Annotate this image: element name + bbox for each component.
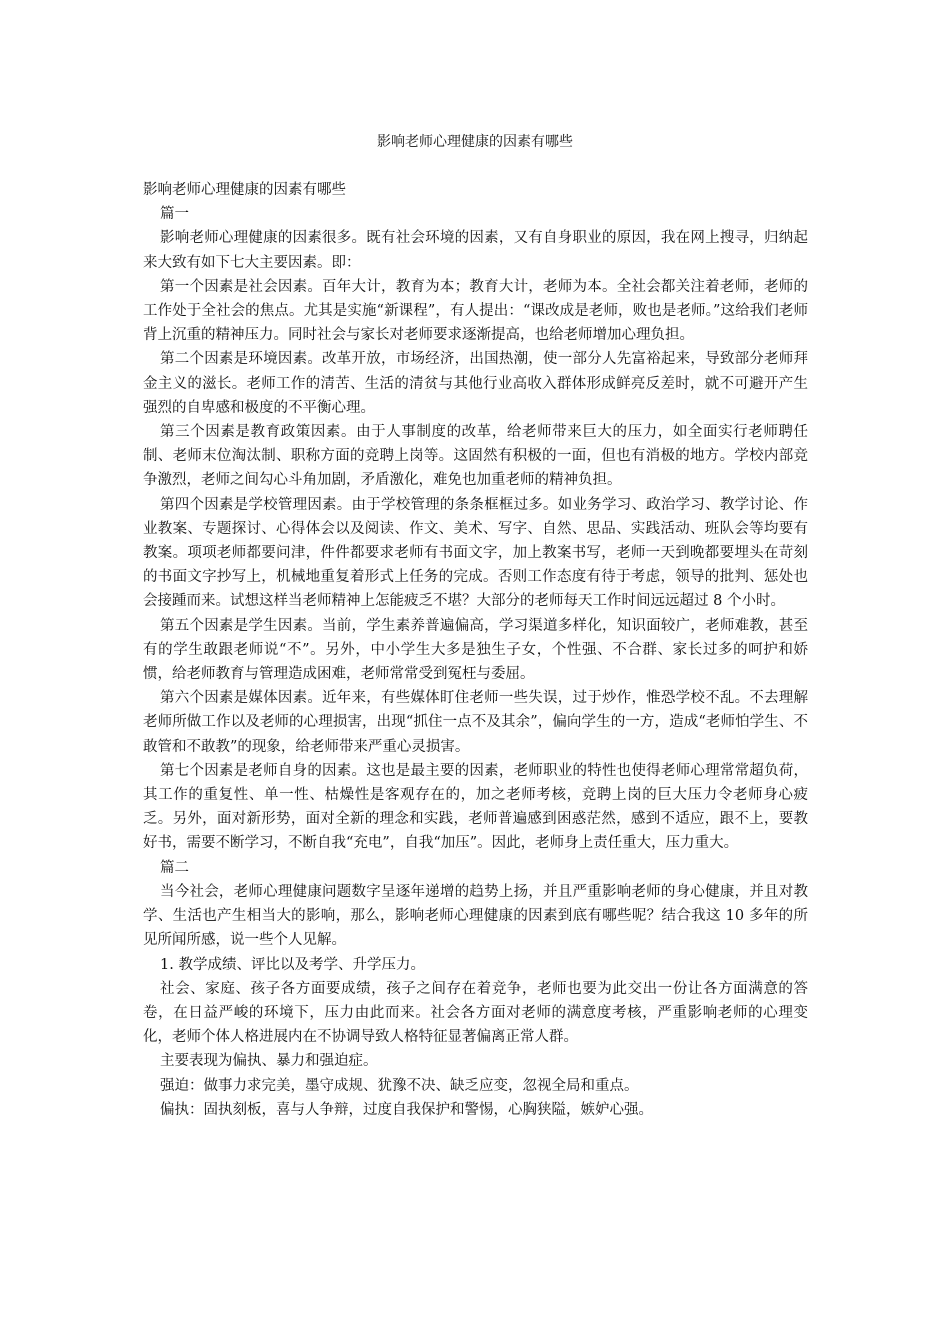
paragraph: 篇一: [160, 206, 189, 223]
paragraph: 第四个因素是学校管理因素。由于学校管理的条条框框过多。如业务学习、政治学习、教学讨论、作业教案、专题探讨、心得体会以及阅读、作文、美术、写字、自然、思品、实践活动、班队会等均要有教案。项项老师都要问津，件件都要求老师有书面文字，加上教案书写，老师一天到晚都要埋头在苛刻的书面文字抄写上，机械地重复着形式上任务的完成。否则工作态度有待于考虑，领导的批判、惩处也会接踵而来。试想这样当老师精神上怎能疲乏不堪？大部分的老师每天工作时间远远超过 8 个小时。: [143, 496, 808, 610]
paragraph: 第三个因素是教育政策因素。由于人事制度的改革，给老师带来巨大的压力，如全面实行老师聘任制、老师末位淘汰制、职称方面的竞聘上岗等。这固然有积极的一面，但也有消极的地方。学校内部竞争激烈，老师之间勾心斗角加剧，矛盾激化，难免也加重老师的精神负担。: [143, 424, 808, 489]
paragraph: 1. 教学成绩、评比以及考学、升学压力。: [160, 956, 425, 973]
document-body: [143, 178, 808, 1122]
paragraph: 第七个因素是老师自身的因素。这也是最主要的因素，老师职业的特性也使得老师心理常常超负荷，其工作的重复性、单一性、枯燥性是客观存在的，加之老师考核，竞聘上岗的巨大压力令老师身心疲乏。另外，面对新形势，面对全新的理念和实践，老师普遍感到困惑茫然，感到不适应，跟不上，要教好书，需要不断学习，不断自我“充电”，自我“加压”。因此，老师身上责任重大，压力重大。: [143, 762, 808, 852]
paragraph: 第二个因素是环境因素。改革开放，市场经济，出国热潮，使一部分人先富裕起来，导致部分老师拜金主义的滋长。老师工作的清苦、生活的清贫与其他行业高收入群体形成鲜亮反差时，就不可避开产生强烈的自卑感和极度的不平衡心理。: [143, 351, 808, 416]
paragraph: 强迫：做事力求完美，墨守成规、犹豫不决、缺乏应变，忽视全局和重点。: [160, 1077, 639, 1094]
section-heading: 影响老师心理健康的因素有哪些: [143, 182, 346, 198]
paragraph: 社会、家庭、孩子各方面要成绩，孩子之间存在着竞争，老师也要为此交出一份让各方面满意的答卷，在日益严峻的环境下，压力由此而来。社会各方面对老师的满意度考核，严重影响老师的心理变化，老师个体人格进展内在不协调导致人格特征显著偏离正常人群。: [143, 980, 808, 1046]
paragraph: 影响老师心理健康的因素很多。既有社会环境的因素，又有自身职业的原因，我在网上搜寻，归纳起来大致有如下七大主要因素。即：: [143, 230, 808, 271]
paragraph: 第一个因素是社会因素。百年大计，教育为本；教育大计，老师为本。全社会都关注着老师，老师的工作处于全社会的焦点。尤其是实施“新课程”，有人提出：“课改成是老师，败也是老师。”这给我们老师背上沉重的精神压力。同时社会与家长对老师要求逐渐提高，也给老师增加心理负担。: [143, 278, 808, 344]
paragraph: 当今社会，老师心理健康问题数字呈逐年递增的趋势上扬，并且严重影响老师的身心健康，并且对教学、生活也产生相当大的影响，那么，影响老师心理健康的因素到底有哪些呢？结合我这 10 多年的所见所闻所感，说一些个人见解。: [143, 883, 808, 949]
paragraph: 主要表现为偏执、暴力和强迫症。: [160, 1053, 378, 1070]
paragraph: 篇二: [160, 859, 189, 876]
paragraph: 第五个因素是学生因素。当前，学生素养普遍偏高，学习渠道多样化，知识面较广，老师难教，甚至有的学生敢跟老师说“不”。另外，中小学生大多是独生子女，个性强、不合群、家长过多的呵护和娇惯，给老师教育与管理造成困难，老师常常受到冤枉与委屈。: [143, 617, 808, 683]
document-title: 影响老师心理健康的因素有哪些: [377, 134, 573, 150]
paragraph: 偏执：固执刻板，喜与人争辩，过度自我保护和警惕，心胸狭隘，嫉妒心强。: [160, 1101, 653, 1118]
paragraph: 第六个因素是媒体因素。近年来，有些媒体盯住老师一些失误，过于炒作，惟恐学校不乱。不去理解老师所做工作以及老师的心理损害，出现“抓住一点不及其余”，偏向学生的一方，造成“老师怕学生、不敢管和不敢教”的现象，给老师带来严重心灵损害。: [143, 690, 808, 755]
